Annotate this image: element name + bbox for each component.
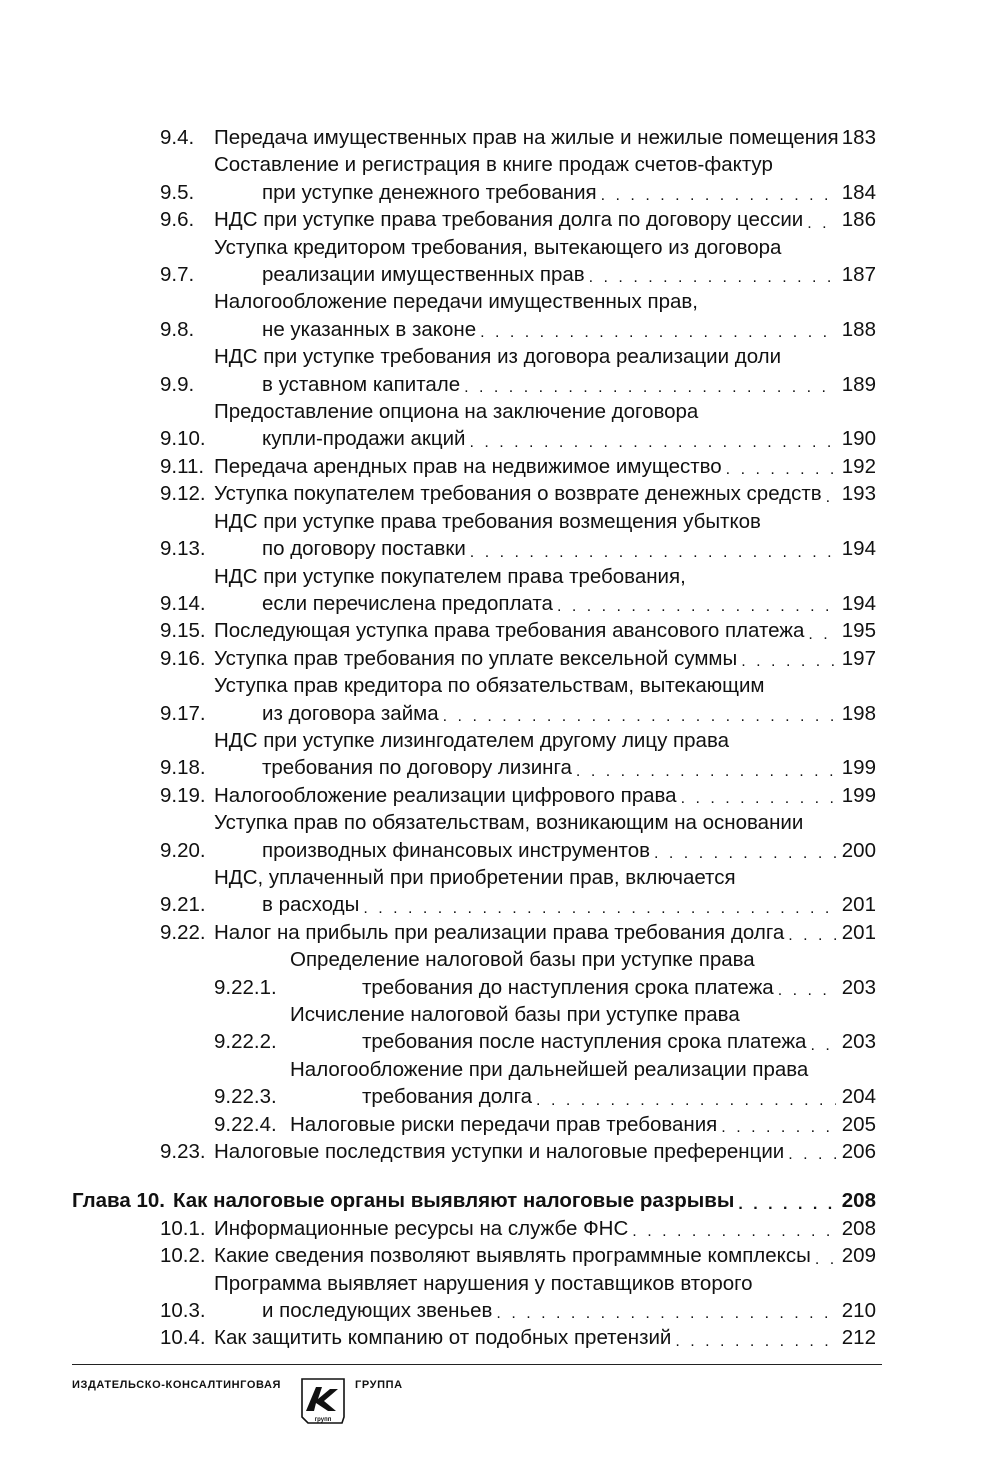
- dot-leader: [632, 1222, 836, 1242]
- chapter-page-number: 208: [841, 1189, 876, 1213]
- entry-number: 10.4.: [160, 1326, 206, 1350]
- entry-page-number: 193: [841, 482, 876, 506]
- dot-leader: [480, 323, 836, 343]
- entry-page-number: 200: [841, 838, 876, 862]
- entry-title-line: Информационные ресурсы на службе ФНС: [214, 1216, 629, 1240]
- entry-page-number: 212: [841, 1326, 876, 1350]
- entry-page-number: 199: [841, 756, 876, 780]
- entry-number: 9.4.: [160, 126, 195, 149]
- entry-number: 9.22.: [160, 920, 206, 944]
- entry-title-line: НДС при уступке покупателем права требования,: [214, 564, 686, 588]
- entry-page-number: 209: [841, 1244, 876, 1268]
- toc-entry[interactable]: [0, 1242, 1000, 1269]
- entry-title-line: Уступка прав кредитора по обязательствам, вытекающим: [214, 674, 765, 698]
- entry-number: 9.15.: [160, 619, 206, 643]
- dot-leader: [681, 789, 836, 809]
- entry-page-number: 188: [841, 317, 876, 341]
- entry-number: 9.13.: [160, 537, 206, 561]
- toc-entry[interactable]: [0, 343, 1000, 398]
- entry-title-line: Уступка прав по обязательствам, возникающим на основании: [214, 811, 804, 835]
- entry-number: 9.22.3.: [214, 1085, 277, 1109]
- dot-leader: [589, 268, 836, 288]
- entry-title-line: в расходы: [262, 893, 360, 917]
- entry-title-line: Налоговые риски передачи прав требования: [290, 1112, 718, 1136]
- entry-title-line: и последующих звеньев: [262, 1299, 493, 1323]
- toc-entry[interactable]: [0, 1270, 1000, 1325]
- entry-page-number: 186: [841, 208, 876, 232]
- dot-leader: [826, 488, 836, 508]
- entry-number: 9.22.2.: [214, 1030, 277, 1054]
- dot-leader: [601, 186, 836, 206]
- dot-leader: [807, 214, 836, 234]
- dot-leader: [464, 378, 836, 398]
- toc-entry[interactable]: [0, 1056, 1000, 1111]
- entry-number: 9.22.4.: [214, 1112, 277, 1136]
- entry-title-line: Составление и регистрация в книге продаж счетов-фактур: [214, 153, 773, 177]
- entry-title-line: НДС при уступке права требования возмещения убытков: [214, 509, 761, 533]
- entry-title-line: Уступка кредитором требования, вытекающего из договора: [214, 235, 782, 259]
- entry-title-line: Передача арендных прав на недвижимое имущество: [214, 454, 722, 478]
- entry-page-number: 204: [841, 1085, 876, 1109]
- toc-entry[interactable]: [0, 206, 1000, 233]
- entry-title-line: НДС, уплаченный при приобретении прав, включается: [214, 865, 736, 889]
- entry-title-line: Налог на прибыль при реализации права требования долга: [214, 920, 785, 944]
- entry-page-number: 203: [841, 1030, 876, 1054]
- dot-leader: [741, 652, 836, 672]
- entry-page-number: 201: [841, 920, 876, 944]
- table-of-contents: [0, 124, 1000, 1352]
- entry-title-line: Налоговые последствия уступки и налоговые преференции: [214, 1140, 785, 1164]
- entry-page-number: 189: [841, 372, 876, 396]
- entry-number: 9.20.: [160, 838, 206, 862]
- entry-title-line: требования после наступления срока платежа: [362, 1030, 807, 1054]
- entry-page-number: 184: [841, 180, 876, 204]
- entry-title-line: требования долга: [362, 1085, 533, 1109]
- dot-leader: [363, 899, 836, 919]
- dot-leader: [470, 543, 836, 563]
- entry-number: 9.8.: [160, 317, 195, 341]
- entry-title-line: если перечислена предоплата: [262, 591, 553, 615]
- toc-entry[interactable]: [0, 234, 1000, 289]
- toc-entry[interactable]: [0, 563, 1000, 618]
- publisher-name-left: ИЗДАТЕЛЬСКО-КОНСАЛТИНГОВАЯ: [72, 1379, 282, 1391]
- entry-page-number: 198: [841, 701, 876, 725]
- toc-section-9: [0, 124, 1000, 1165]
- entry-title-line: НДС при уступке права требования долга по договору цессии: [214, 208, 804, 232]
- entry-title-line: из договора займа: [262, 701, 439, 725]
- toc-entry[interactable]: [0, 1138, 1000, 1165]
- dot-leader: [536, 1091, 836, 1111]
- dot-leader: [738, 1195, 832, 1215]
- entry-number: 9.5.: [160, 180, 195, 204]
- publisher-logo-icon: [298, 1377, 348, 1425]
- toc-entry[interactable]: [0, 919, 1000, 946]
- entry-title-line: не указанных в законе: [262, 317, 477, 341]
- chapter-title: Как налоговые органы выявляют налоговые разрывы: [172, 1189, 735, 1213]
- toc-entry[interactable]: [0, 508, 1000, 563]
- toc-entry[interactable]: [0, 1324, 1000, 1351]
- entry-number: 9.12.: [160, 482, 206, 506]
- entry-title-line: Передача имущественных прав на жилые и нежилые помещения: [214, 126, 839, 149]
- entry-title-line: Последующая уступка права требования авансового платежа: [214, 619, 805, 643]
- dot-leader: [788, 926, 836, 946]
- entry-page-number: 206: [841, 1140, 876, 1164]
- dot-leader: [815, 1250, 836, 1270]
- entry-number: 9.18.: [160, 756, 206, 780]
- dot-leader: [778, 981, 836, 1001]
- entry-number: 9.9.: [160, 372, 195, 396]
- entry-number: 10.1.: [160, 1216, 206, 1240]
- entry-title-line: купли-продажи акций: [262, 427, 466, 451]
- entry-page-number: 183: [841, 126, 876, 149]
- entry-number: 9.21.: [160, 893, 206, 917]
- entry-number: 9.23.: [160, 1140, 206, 1164]
- entry-title-line: Как защитить компанию от подобных претензий: [214, 1326, 672, 1350]
- entry-title-line: Налогообложение реализации цифрового права: [214, 783, 677, 807]
- publisher-footer: [72, 1364, 882, 1423]
- toc-entry[interactable]: [0, 453, 1000, 480]
- toc-entry[interactable]: [0, 946, 1000, 1001]
- dot-leader: [810, 1036, 836, 1056]
- toc-entry[interactable]: [0, 1215, 1000, 1242]
- toc-entry[interactable]: [0, 727, 1000, 782]
- entry-number: 9.7.: [160, 263, 195, 287]
- entry-title-line: Какие сведения позволяют выявлять программные комплексы: [214, 1244, 811, 1268]
- toc-entry[interactable]: [0, 645, 1000, 672]
- toc-entry[interactable]: [0, 672, 1000, 727]
- entry-page-number: 194: [841, 537, 876, 561]
- entry-title-line: Предоставление опциона на заключение договора: [214, 400, 699, 424]
- entry-title-line: Определение налоговой базы при уступке права: [290, 948, 755, 972]
- entry-page-number: 190: [841, 427, 876, 451]
- chapter-number: Глава 10.: [72, 1189, 165, 1213]
- entry-number: 9.17.: [160, 701, 206, 725]
- entry-title-line: НДС при уступке требования из договора реализации доли: [214, 345, 782, 369]
- entry-page-number: 187: [841, 263, 876, 287]
- entry-page-number: 194: [841, 591, 876, 615]
- toc-entry[interactable]: [0, 864, 1000, 919]
- toc-entry[interactable]: [0, 809, 1000, 864]
- toc-entry[interactable]: [0, 124, 1000, 151]
- dot-leader: [576, 762, 836, 782]
- dot-leader: [788, 1145, 836, 1165]
- dot-leader: [443, 707, 836, 727]
- entry-title-line: Уступка прав требования по уплате вексельной суммы: [214, 646, 738, 670]
- toc-entry[interactable]: [0, 480, 1000, 507]
- entry-number: 9.19.: [160, 783, 206, 807]
- entry-number: 10.2.: [160, 1244, 206, 1268]
- entry-title-line: Налогообложение передачи имущественных прав,: [214, 290, 698, 314]
- entry-page-number: 197: [841, 646, 876, 670]
- entry-page-number: 199: [841, 783, 876, 807]
- entry-title-line: реализации имущественных прав: [262, 263, 585, 287]
- entry-number: 9.6.: [160, 208, 195, 232]
- entry-title-line: Налогообложение при дальнейшей реализации права: [290, 1057, 809, 1081]
- toc-entry[interactable]: [0, 617, 1000, 644]
- entry-title-line: НДС при уступке лизингодателем другому лицу права: [214, 728, 730, 752]
- dot-leader: [496, 1304, 836, 1324]
- entry-number: 9.22.1.: [214, 975, 277, 999]
- logo-caption: групп: [314, 1417, 332, 1423]
- entry-title-line: в уставном капитале: [262, 372, 461, 396]
- entry-page-number: 195: [841, 619, 876, 643]
- entry-number: 9.10.: [160, 427, 206, 451]
- entry-title-line: требования до наступления срока платежа: [362, 975, 774, 999]
- dot-leader: [808, 625, 836, 645]
- toc-chapter-10[interactable]: [0, 1187, 1000, 1214]
- entry-number: 10.3.: [160, 1299, 206, 1323]
- entry-title-line: Программа выявляет нарушения у поставщиков второго: [214, 1271, 753, 1295]
- publisher-name-right: ГРУППА: [355, 1379, 403, 1391]
- toc-entry[interactable]: [0, 151, 1000, 206]
- entry-page-number: 210: [841, 1299, 876, 1323]
- entry-title-line: Уступка покупателем требования о возврате денежных средств: [214, 482, 822, 506]
- entry-number: 9.16.: [160, 646, 206, 670]
- dot-leader: [654, 844, 836, 864]
- toc-entry[interactable]: [0, 288, 1000, 343]
- entry-title-line: при уступке денежного требования: [262, 180, 597, 204]
- toc-entry[interactable]: [0, 398, 1000, 453]
- toc-entry[interactable]: [0, 1001, 1000, 1056]
- toc-entry[interactable]: [0, 782, 1000, 809]
- entry-number: 9.11.: [160, 454, 205, 478]
- entry-page-number: 201: [841, 893, 876, 917]
- toc-entry[interactable]: [0, 1111, 1000, 1138]
- entry-title-line: требования по договору лизинга: [262, 756, 572, 780]
- dot-leader: [726, 460, 836, 480]
- entry-page-number: 192: [841, 454, 876, 478]
- entry-title-line: по договору поставки: [262, 537, 466, 561]
- entry-page-number: 208: [841, 1216, 876, 1240]
- dot-leader: [675, 1332, 836, 1352]
- toc-section-10: [0, 1215, 1000, 1352]
- entry-page-number: 205: [841, 1112, 876, 1136]
- dot-leader: [469, 433, 836, 453]
- entry-title-line: Исчисление налоговой базы при уступке права: [290, 1003, 740, 1026]
- entry-page-number: 203: [841, 975, 876, 999]
- entry-number: 9.14.: [160, 591, 206, 615]
- dot-leader: [557, 597, 836, 617]
- dot-leader: [721, 1118, 836, 1138]
- entry-title-line: производных финансовых инструментов: [262, 838, 651, 862]
